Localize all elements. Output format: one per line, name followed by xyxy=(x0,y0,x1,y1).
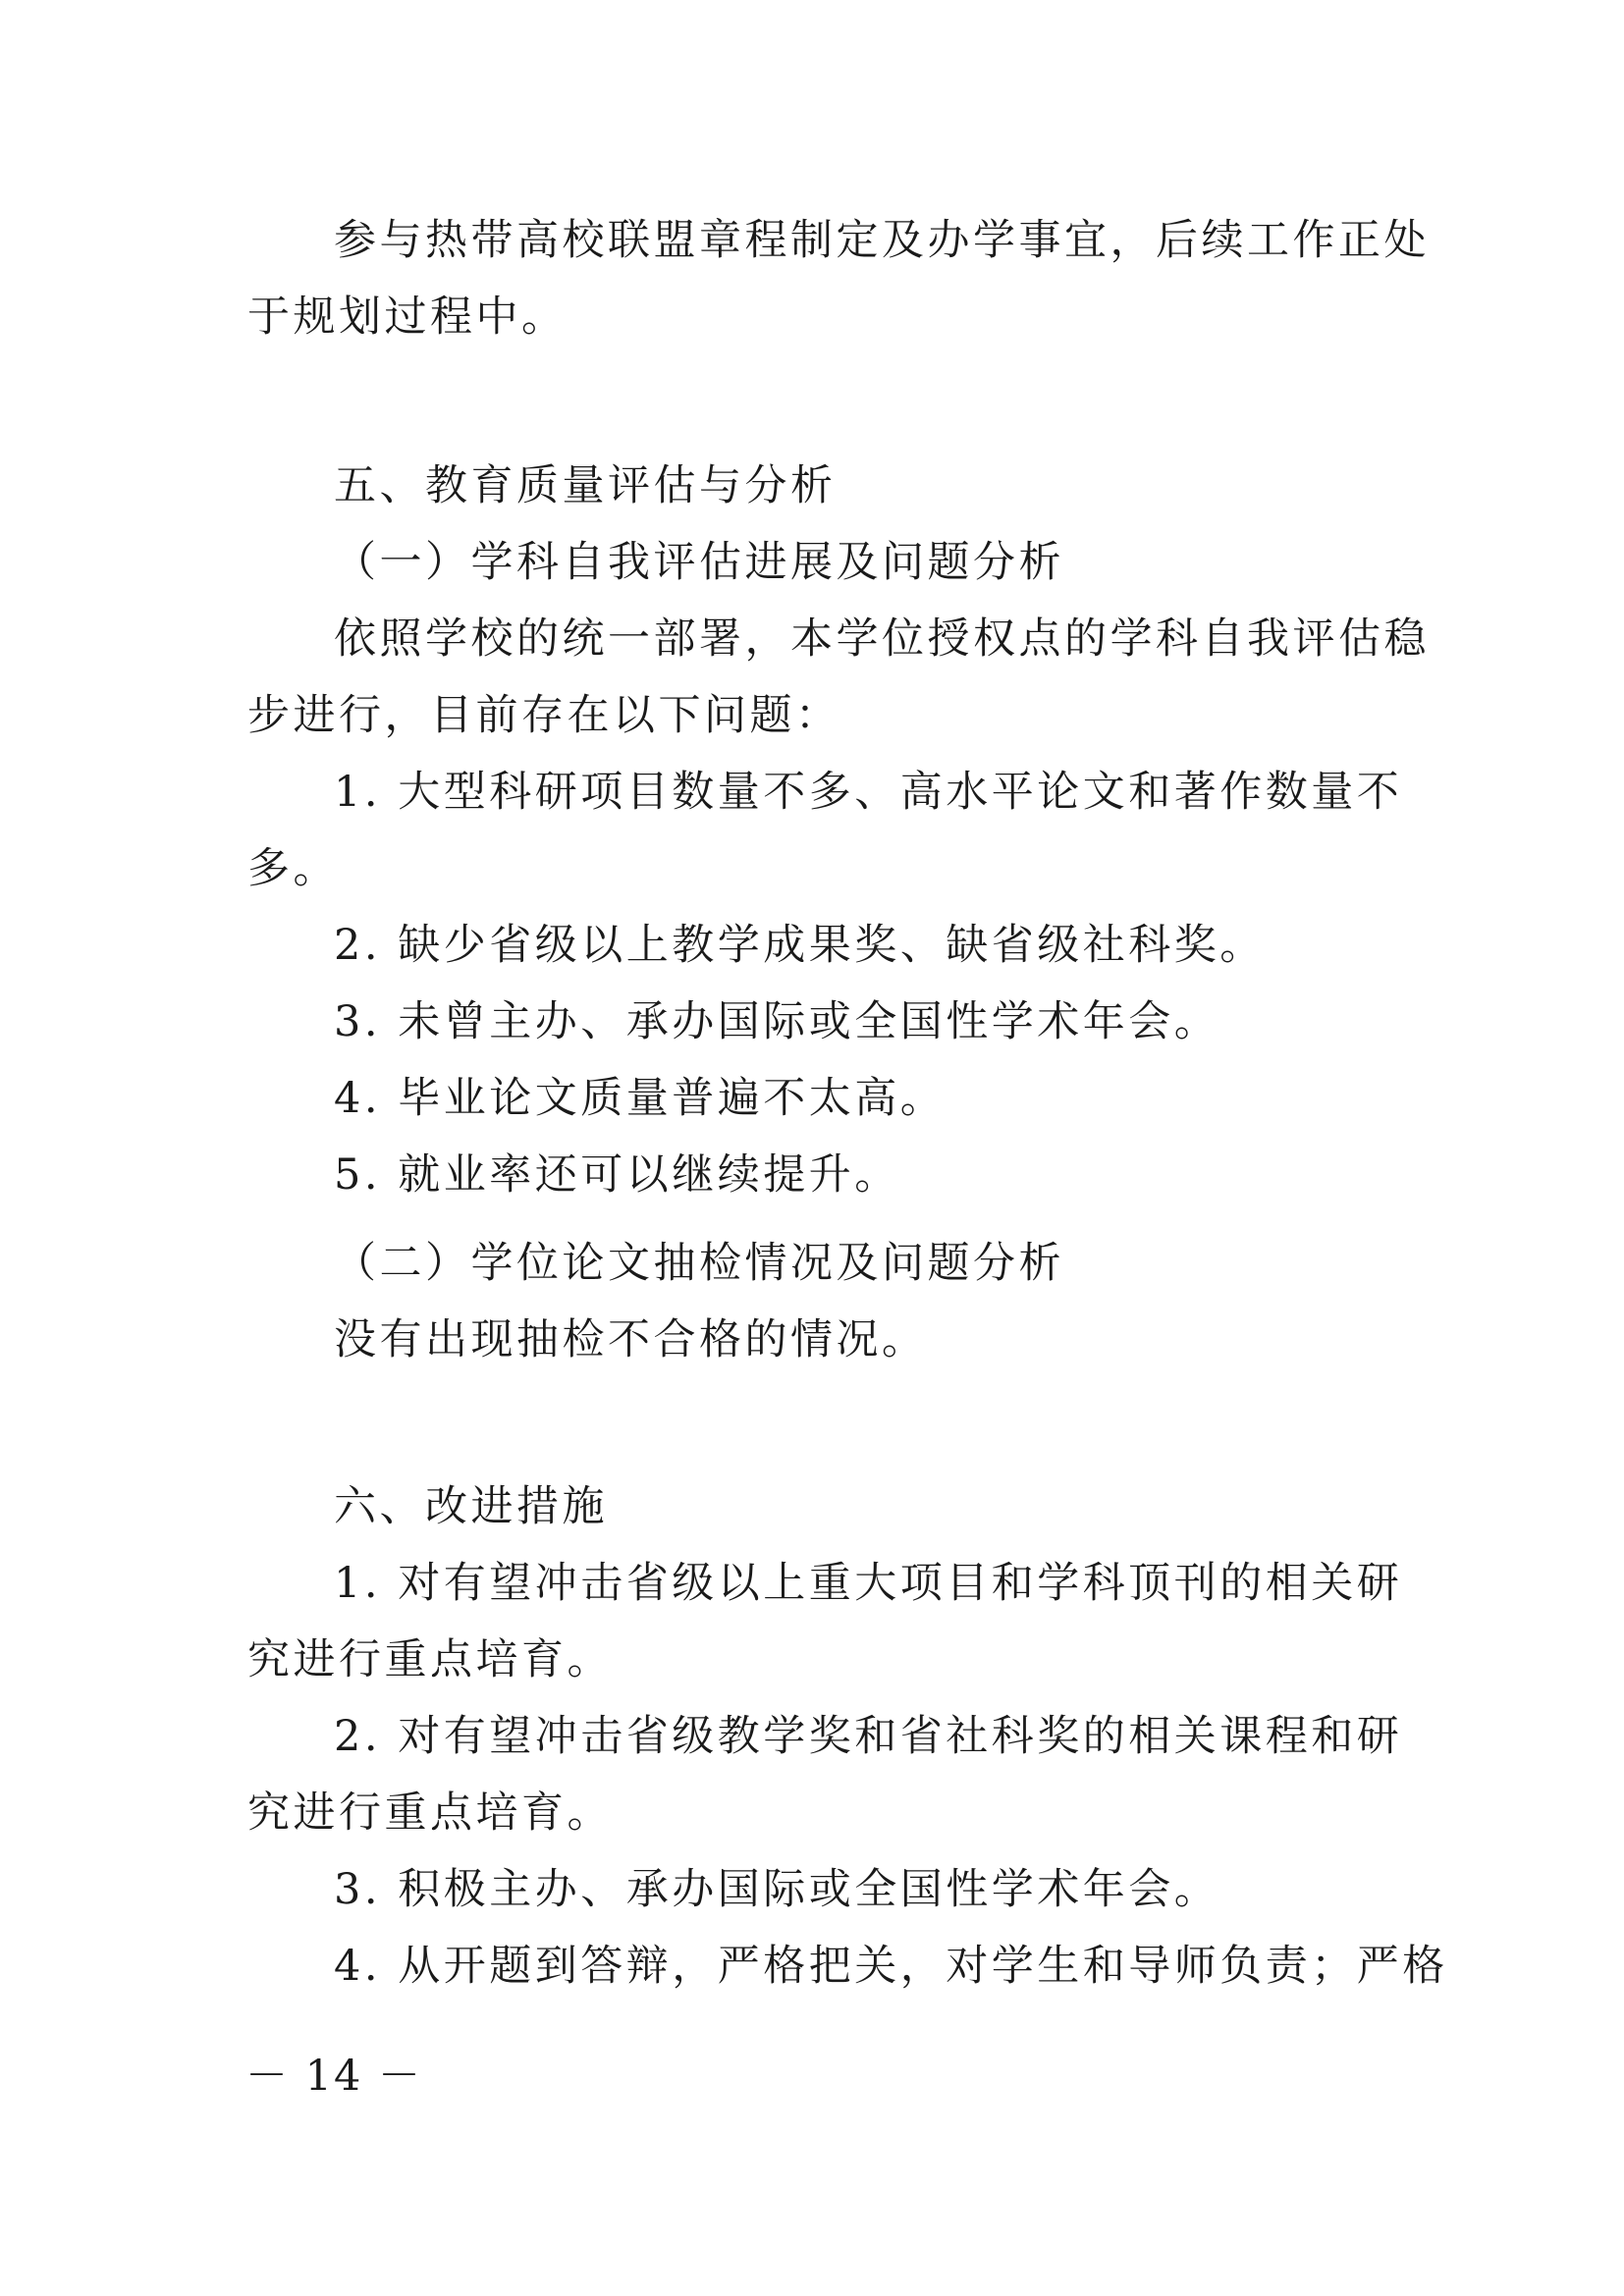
section-heading-5: 五、教育质量评估与分析 xyxy=(334,461,837,510)
page-number: － 14 － xyxy=(245,2052,423,2101)
list-item-line: 1. 大型科研项目数量不多、高水平论文和著作数量不 xyxy=(334,768,1403,817)
list-item-line: 2. 缺少省级以上教学成果奖、缺省级社科奖。 xyxy=(334,921,1266,970)
list-item-line: 究进行重点培育。 xyxy=(247,1635,613,1684)
subsection-heading-5-1: （一）学科自我评估进展及问题分析 xyxy=(334,538,1064,587)
paragraph-line: 没有出现抽检不合格的情况。 xyxy=(334,1315,928,1364)
paragraph-line: 参与热带高校联盟章程制定及办学事宜，后续工作正处 xyxy=(334,216,1430,265)
list-item-line: 多。 xyxy=(247,844,339,893)
paragraph-line: 于规划过程中。 xyxy=(247,293,568,342)
paragraph-line: 依照学校的统一部署，本学位授权点的学科自我评估稳 xyxy=(334,614,1430,664)
subsection-heading-5-2: （二）学位论文抽检情况及问题分析 xyxy=(334,1239,1064,1288)
list-item-line: 究进行重点培育。 xyxy=(247,1789,613,1838)
list-item-line: 4. 从开题到答辩，严格把关，对学生和导师负责；严格 xyxy=(334,1942,1448,1991)
list-item-line: 2. 对有望冲击省级教学奖和省社科奖的相关课程和研 xyxy=(334,1712,1403,1761)
paragraph-line: 步进行，目前存在以下问题： xyxy=(247,691,841,740)
list-item-line: 4. 毕业论文质量普遍不太高。 xyxy=(334,1074,947,1123)
section-heading-6: 六、改进措施 xyxy=(334,1482,608,1531)
list-item-line: 3. 未曾主办、承办国际或全国性学术年会。 xyxy=(334,997,1220,1046)
list-item-line: 3. 积极主办、承办国际或全国性学术年会。 xyxy=(334,1865,1220,1914)
list-item-line: 5. 就业率还可以继续提升。 xyxy=(334,1150,900,1200)
list-item-line: 1. 对有望冲击省级以上重大项目和学科顶刊的相关研 xyxy=(334,1559,1403,1608)
